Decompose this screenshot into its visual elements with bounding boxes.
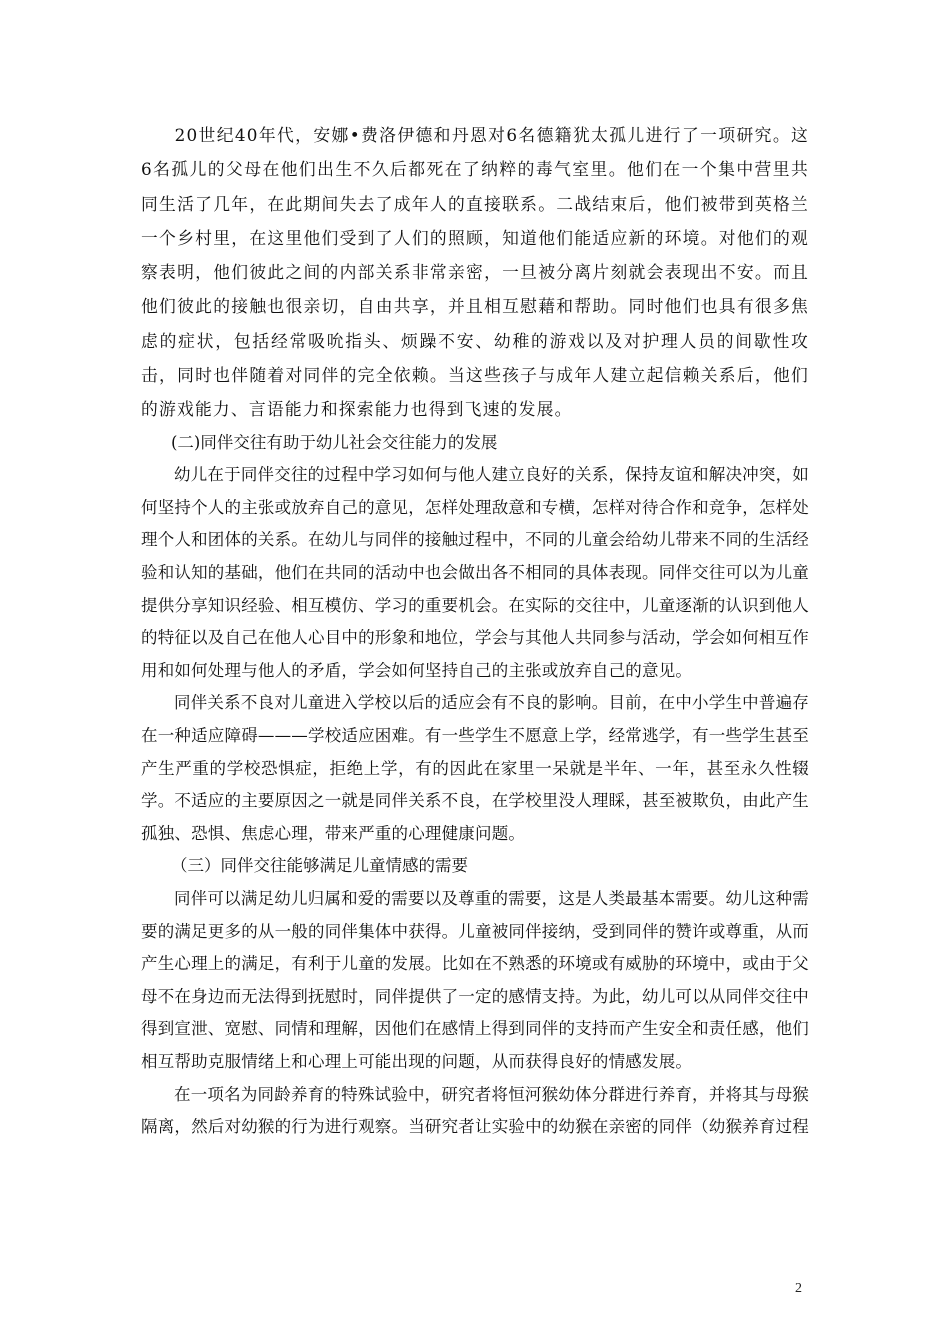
paragraph-school-adaptation: 同伴关系不良对儿童进入学校以后的适应会有不良的影响。目前，在中小学生中普遍存在一种适应障碍———学校适应困难。有一些学生不愿意上学，经常逃学，有一些学生甚至产生严重的学校恐惧症，拒绝上学，有的因此在家里一呆就是半年、一年，甚至永久性辍学。不适应的主要原因之一就是同伴关系不良，在学校里没人理睬，甚至被欺负，由此产生孤独、恐惧、焦虑心理，带来严重的心理健康问题。 — [141, 693, 809, 843]
section-heading-emotional-needs: （三）同伴交往能够满足儿童情感的需要 — [171, 856, 468, 876]
document-body — [141, 118, 809, 1144]
paragraph-social-interaction: 幼儿在于同伴交往的过程中学习如何与他人建立良好的关系，保持友谊和解决冲突，如何坚持个人的主张或放弃自己的意见，怎样处理敌意和专横，怎样对待合作和竞争，怎样处理个人和团体的关系。在幼儿与同伴的接触过程中，不同的儿童会给幼儿带来不同的生活经验和认知的基础，他们在共同的活动中也会做出各不相同的具体表现。同伴交往可以为儿童提供分享知识经验、相互模仿、学习的重要机会。在实际的交往中，儿童逐渐的认识到他人的特征以及自己在他人心目中的形象和地位，学会与其他人共同参与活动，学会如何相互作用和如何处理与他人的矛盾，学会如何坚持自己的主张或放弃自己的意见。 — [141, 465, 809, 680]
paragraph-monkey-experiment: 在一项名为同龄养育的特殊试验中，研究者将恒河猴幼体分群进行养育，并将其与母猴隔离，然后对幼猴的行为进行观察。当研究者让实验中的幼猴在亲密的同伴（幼猴养育过程 — [141, 1084, 809, 1137]
section-heading-social-skills: (二)同伴交往有助于幼儿社会交往能力的发展 — [171, 432, 498, 452]
paragraph-emotional-needs: 同伴可以满足幼儿归属和爱的需要以及尊重的需要，这是人类最基本需要。幼儿这种需要的满足更多的从一般的同伴集体中获得。儿童被同伴接纳，受到同伴的赞许或尊重，从而产生心理上的满足，有利于儿童的发展。比如在不熟悉的环境或有威胁的环境中，或由于父母不在身边而无法得到抚慰时，同伴提供了一定的感情支持。为此，幼儿可以从同伴交往中得到宣泄、宽慰、同情和理解，因他们在感情上得到同伴的支持而产生安全和责任感，他们相互帮助克服情绪上和心理上可能出现的问题，从而获得良好的情感发展。 — [141, 888, 809, 1071]
page-number: 2 — [795, 1281, 802, 1296]
paragraph-anna-freud-study: 20世纪40年代，安娜•费洛伊德和丹恩对6名德籍犹太孤儿进行了一项研究。这6名孤儿的父母在他们出生不久后都死在了纳粹的毒气室里。他们在一个集中营里共同生活了几年，在此期间失去了成年人的直接联系。二战结束后，他们被带到英格兰一个乡村里，在这里他们受到了人们的照顾，知道他们能适应新的环境。对他们的观察表明，他们彼此之间的内部关系非常亲密，一旦被分离片刻就会表现出不安。而且他们彼此的接触也很亲切，自由共享，并且相互慰藉和帮助。同时他们也具有很多焦虑的症状，包括经常吸吮指头、烦躁不安、幼稚的游戏以及对护理人员的间歇性攻击，同时也伴随着对同伴的完全依赖。当这些孩子与成年人建立起信赖关系后，他们的游戏能力、言语能力和探索能力也得到飞速的发展。 — [141, 125, 809, 420]
